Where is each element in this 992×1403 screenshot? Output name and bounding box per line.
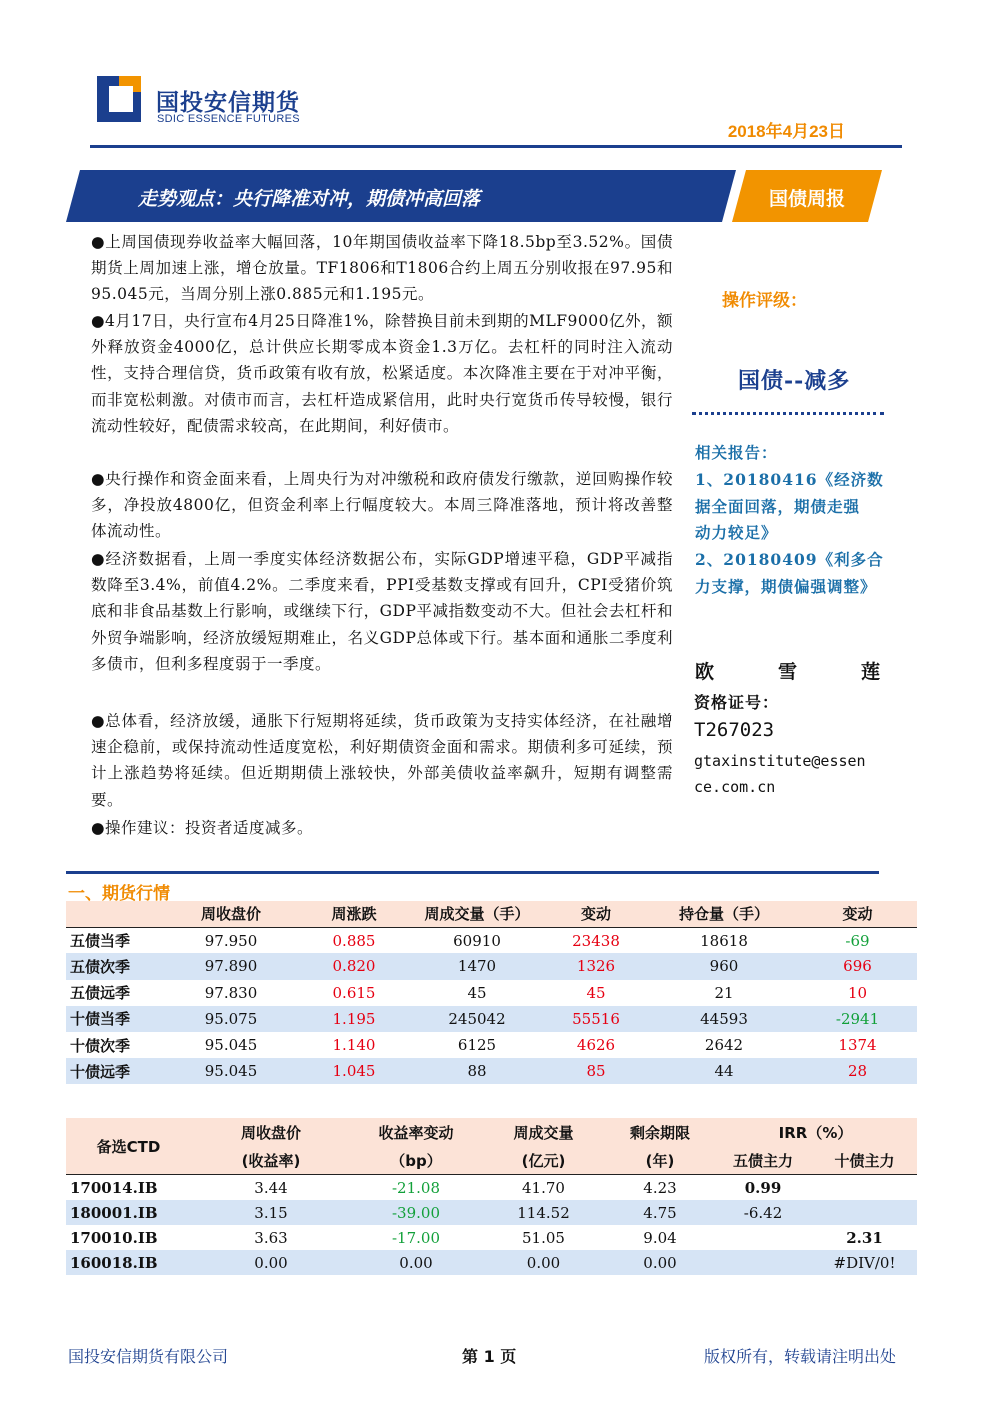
column-header: 五债主力 [714, 1146, 812, 1175]
irr-10y: 2.31 [846, 1228, 883, 1247]
table-header-row [66, 1146, 917, 1175]
column-header: 收益率变动 [351, 1118, 481, 1146]
yield-change: -39.00 [351, 1200, 481, 1225]
dotted-divider [692, 412, 884, 415]
section-title: 一、期货行情 [68, 884, 170, 904]
open-interest: 18618 [700, 931, 748, 950]
copyright-notice: 版权所有，转载请注明出处 [704, 1347, 897, 1366]
bond-code: 170014.IB [70, 1178, 158, 1197]
column-header: 备选CTD [66, 1118, 191, 1175]
table-header-row [66, 1118, 917, 1146]
weekly-change: 1.195 [332, 1009, 376, 1028]
body-paragraph: ●4月17日，央行宣布4月25日降准1%，除替换目前未到期的MLF9000亿外，额外释放资金4000亿，总计供应长期零成本资金1.3万亿。去杠杆的同时注入流动性，支持合理信贷，货币政策有收有放，松紧适度。本次降准主要在于对冲平衡，而非宽松刺激。对债市而言，去杠杆造成紧信用，此时央行宽货币传导较慢，银行流动性较好，配债需求较高，在此期间，利好债市。 [91, 312, 673, 435]
weekly-volume: 6125 [457, 1036, 497, 1055]
weekly-change: 1.140 [332, 1036, 376, 1055]
report-date: 2018年4月23日 [727, 122, 845, 141]
volume-change: 55516 [572, 1009, 620, 1028]
rating-label: 操作评级： [722, 291, 807, 311]
column-header: (亿元) [481, 1146, 606, 1175]
weekly-volume: 41.70 [522, 1178, 565, 1197]
related-report-line: 动力较足》 [695, 523, 778, 542]
table-row [66, 980, 917, 1006]
banner-title: 走势观点：央行降准对冲，期债冲高回落 [138, 188, 481, 210]
report-type-label: 国债周报 [768, 188, 845, 210]
author-name [695, 657, 880, 684]
futures-market-table [66, 901, 917, 1084]
author-email: gtaxinstitute@essen [694, 752, 866, 770]
close-price: 97.950 [204, 931, 258, 950]
irr-5y [714, 1250, 812, 1275]
table-row [66, 1200, 917, 1225]
weekly-volume: 114.52 [481, 1200, 606, 1225]
remaining-tenor: 4.23 [643, 1178, 677, 1197]
yield-change: 0.00 [351, 1250, 481, 1275]
related-report-line: 力支撑，期债偏强调整》 [695, 577, 877, 596]
contract-name: 十债远季 [70, 1062, 131, 1081]
close-yield: 3.15 [191, 1200, 351, 1225]
column-header: 十债主力 [812, 1146, 917, 1175]
ctd-bond-table [66, 1118, 917, 1275]
table-row [66, 953, 917, 979]
contract-name: 五债次季 [70, 957, 131, 976]
column-header: IRR（%） [714, 1118, 917, 1146]
table-row [66, 1006, 917, 1032]
column-header: 持仓量（手） [650, 901, 798, 927]
irr-5y: 0.99 [744, 1178, 782, 1197]
oi-change: 28 [847, 1062, 868, 1081]
table-row [66, 1250, 917, 1275]
weekly-volume: 245042 [448, 1009, 506, 1028]
weekly-change: 1.045 [332, 1062, 376, 1081]
company-logo-icon [97, 76, 141, 122]
close-price: 95.075 [204, 1009, 258, 1028]
open-interest: 44593 [700, 1009, 748, 1028]
volume-change: 1326 [576, 957, 616, 976]
table-row [66, 1058, 917, 1084]
open-interest: 44 [714, 1062, 734, 1081]
volume-change: 23438 [572, 931, 620, 950]
column-header: 周收盘价 [191, 1118, 351, 1146]
remaining-tenor: 9.04 [643, 1228, 677, 1247]
author-name-char: 欧 [695, 661, 715, 683]
close-price: 95.045 [204, 1062, 258, 1081]
certificate-number: T267023 [694, 719, 775, 741]
volume-change: 85 [586, 1062, 606, 1081]
irr-10y [812, 1200, 917, 1225]
column-header: 变动 [542, 901, 650, 927]
open-interest: 960 [709, 957, 739, 976]
contract-name: 五债当季 [70, 932, 131, 951]
body-paragraph: ●央行操作和资金面来看，上周央行为对冲缴税和政府债发行缴款，逆回购操作较多，净投放4800亿，但资金利率上行幅度较大。本周三降准落地，预计将改善整体流动性。 [91, 470, 673, 541]
yield-change: -17.00 [391, 1228, 440, 1247]
bond-code: 170010.IB [70, 1228, 158, 1247]
remaining-tenor: 0.00 [606, 1250, 714, 1275]
table-header-row [66, 901, 917, 927]
remaining-tenor: 4.75 [606, 1200, 714, 1225]
irr-5y [714, 1225, 812, 1250]
column-header [66, 901, 166, 927]
author-email: ce.com.cn [694, 778, 776, 796]
oi-change: 696 [843, 957, 872, 976]
contract-name: 十债次季 [70, 1036, 131, 1055]
table-row [66, 927, 917, 953]
footer-company: 国投安信期货有限公司 [68, 1347, 229, 1366]
table-row [66, 1175, 917, 1201]
irr-10y: #DIV/0! [812, 1250, 917, 1275]
related-report-line: 据全面回落，期债走强 [695, 497, 861, 516]
weekly-volume: 0.00 [481, 1250, 606, 1275]
column-header: (年) [606, 1146, 714, 1175]
column-header: 周成交量（手） [412, 901, 542, 927]
column-header: 剩余期限 [606, 1118, 714, 1146]
author-name-char: 雪 [777, 661, 797, 683]
body-paragraph: ●经济数据看，上周一季度实体经济数据公布，实际GDP增速平稳，GDP平减指数降至3.4%，前值4.2%。二季度来看，PPI受基数支撑或有回升，CPI受猪价筑底和非食品基数上行影响，或继续下行，GDP平减指数变动不大。但社会去杠杆和外贸争端影响，经济放缓短期难止，名义GDP总体或下行。基本面和通胀二季度利多债市，但利多程度弱于一季度。 [91, 550, 673, 673]
close-yield: 3.63 [254, 1228, 288, 1247]
contract-name: 五债远季 [70, 984, 131, 1003]
body-paragraph: ●上周国债现券收益率大幅回落，10年期国债收益率下降18.5bp至3.52%。国债期货上周加速上涨，增仓放量。TF1806和T1806合约上周五分别收报在97.95和95.045元，当周分别上涨0.885元和1.195元。 [91, 233, 673, 304]
volume-change: 45 [586, 983, 606, 1002]
weekly-volume: 51.05 [522, 1228, 565, 1247]
weekly-change: 0.615 [332, 983, 376, 1002]
column-header: 变动 [798, 901, 917, 927]
close-price: 95.045 [204, 1036, 258, 1055]
author-name-char: 莲 [860, 661, 880, 683]
bond-code: 180001.IB [66, 1200, 191, 1225]
oi-change: -69 [845, 931, 870, 950]
yield-change: -21.08 [391, 1178, 440, 1197]
contract-name: 十债当季 [70, 1010, 131, 1029]
table-row [66, 1225, 917, 1250]
rating-value: 国债--减多 [738, 368, 851, 394]
weekly-volume: 88 [467, 1062, 487, 1081]
page-number: 第 1 页 [462, 1347, 517, 1366]
related-reports-title: 相关报告： [695, 443, 778, 462]
close-yield: 0.00 [191, 1250, 351, 1275]
irr-10y [812, 1175, 917, 1201]
related-report-line: 1、20180416《经济数 [695, 470, 884, 489]
weekly-volume: 45 [467, 983, 487, 1002]
column-header: (收益率) [191, 1146, 351, 1175]
table-row [66, 1032, 917, 1058]
close-price: 97.830 [204, 983, 258, 1002]
body-paragraph: ●操作建议：投资者适度减多。 [91, 819, 314, 837]
related-report-line: 2、20180409《利多合 [695, 550, 884, 569]
section-divider [66, 871, 879, 874]
close-price: 97.890 [204, 957, 258, 976]
close-yield: 3.44 [254, 1178, 288, 1197]
weekly-volume: 60910 [453, 931, 501, 950]
oi-change: -2941 [835, 1009, 880, 1028]
certificate-label: 资格证号： [694, 693, 780, 712]
oi-change: 10 [847, 983, 868, 1002]
company-name-cn: 国投安信期货 [156, 90, 300, 116]
open-interest: 2642 [704, 1036, 744, 1055]
body-paragraph: ●总体看，经济放缓，通胀下行短期将延续，货币政策为支持实体经济，在社融增速企稳前，或保持流动性适度宽松，利好期债资金面和需求。期债利多可延续，预计上涨趋势将延续。但近期期债上涨较快，外部美债收益率飙升，短期有调整需要。 [91, 712, 673, 809]
bond-code: 160018.IB [66, 1250, 191, 1275]
column-header: 周收盘价 [166, 901, 296, 927]
open-interest: 21 [714, 983, 734, 1002]
header-divider [90, 145, 902, 148]
column-header: 周成交量 [481, 1118, 606, 1146]
column-header: 周涨跌 [296, 901, 412, 927]
column-header: （bp） [351, 1146, 481, 1175]
weekly-change: 0.885 [332, 931, 376, 950]
irr-5y: -6.42 [714, 1200, 812, 1225]
weekly-volume: 1470 [457, 957, 497, 976]
oi-change: 1374 [838, 1036, 877, 1055]
weekly-change: 0.820 [332, 957, 376, 976]
volume-change: 4626 [576, 1036, 616, 1055]
company-name-en: SDIC ESSENCE FUTURES [157, 113, 300, 125]
